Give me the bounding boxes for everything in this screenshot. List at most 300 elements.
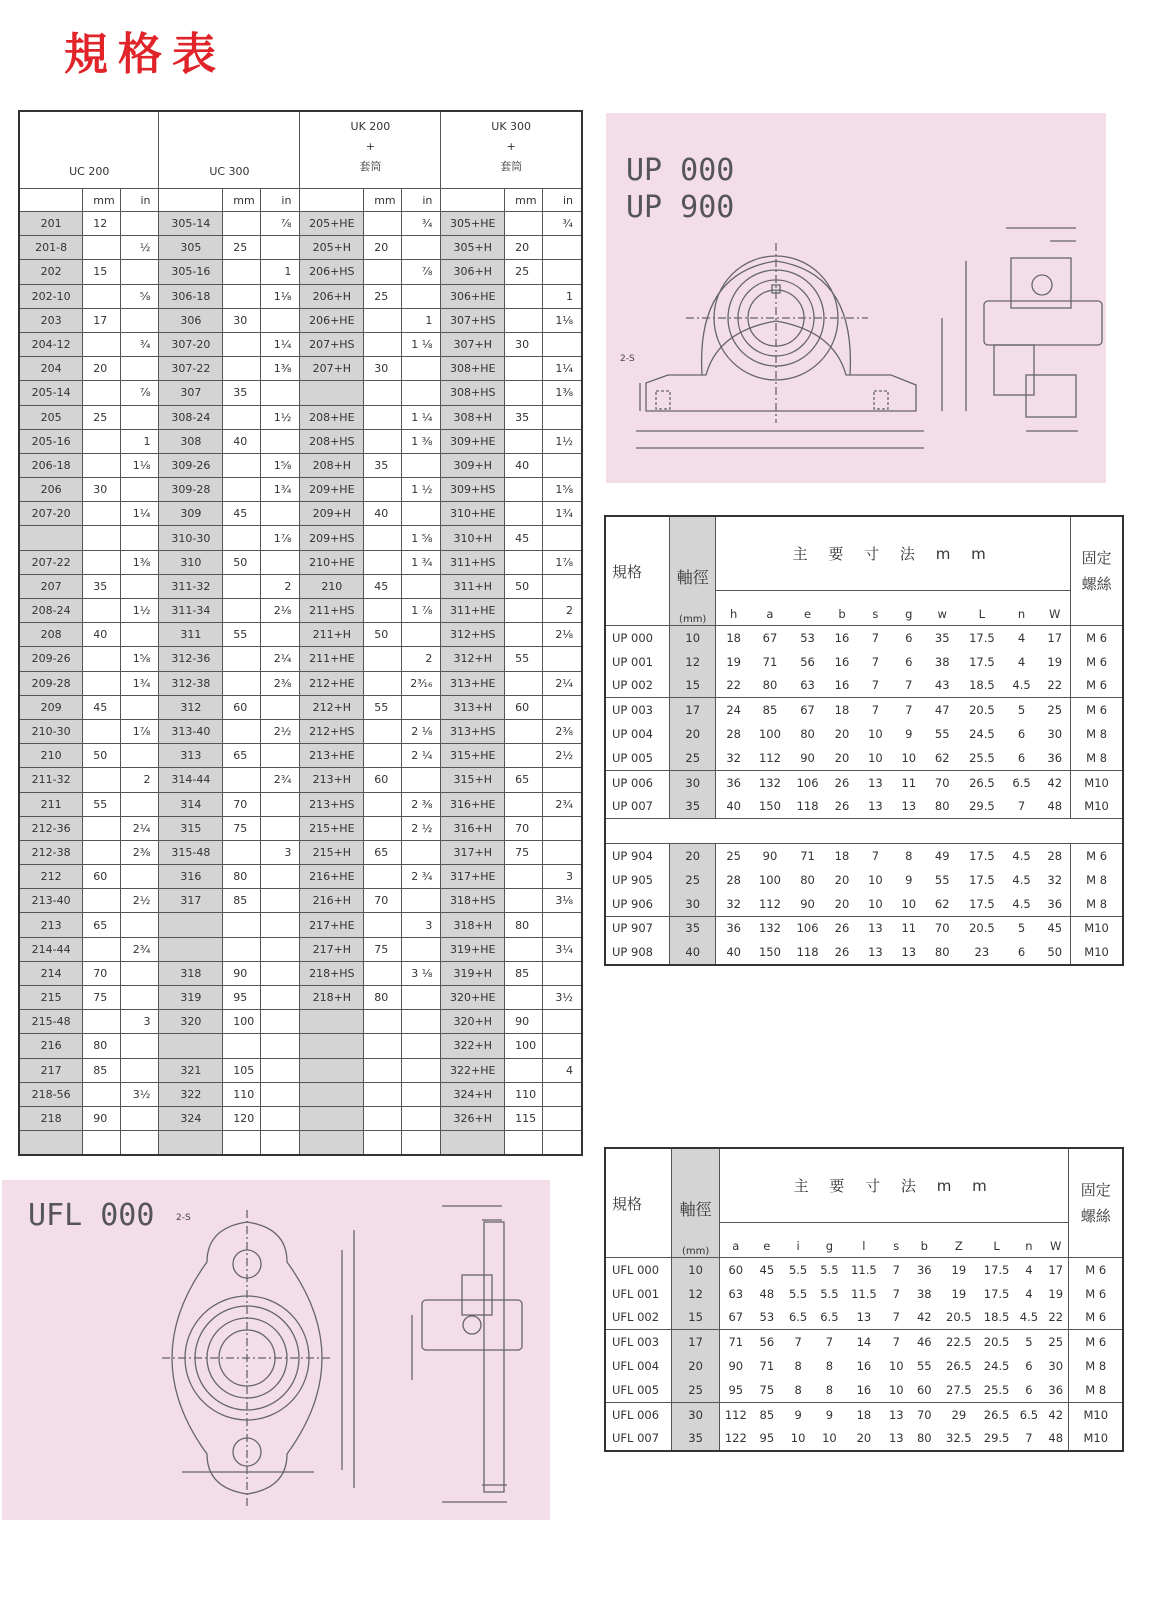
up_table-cell: 28 — [716, 722, 752, 746]
spec-cell — [543, 1034, 582, 1058]
up_table-cell: 12 — [670, 650, 716, 674]
spec-cell: 212-38 — [19, 840, 83, 864]
ufl_table-cell: 71 — [719, 1330, 751, 1354]
spec-cell: 313+HE — [441, 671, 505, 695]
spec-cell: 2 ⅜ — [402, 792, 441, 816]
ufl_table-cell: 12 — [672, 1282, 719, 1306]
ufl_table-row — [605, 1402, 1123, 1426]
spec-cell: 209+HE — [300, 478, 364, 502]
spec-cell — [159, 1034, 223, 1058]
spec-cell — [223, 913, 261, 937]
spec-cell: 207+HS — [300, 332, 364, 356]
spec-cell: 25 — [223, 236, 261, 260]
ufl_table-col-header: b — [920, 1239, 928, 1253]
ufl_table-cell: UFL 000 — [605, 1258, 672, 1282]
up_table-cell: 25 — [670, 746, 716, 770]
spec-cell: 217 — [19, 1058, 83, 1082]
spec-cell — [261, 1058, 300, 1082]
spec-cell — [83, 332, 121, 356]
spec-cell — [121, 744, 159, 768]
spec-cell — [83, 647, 121, 671]
up_table-cell: 24.5 — [969, 727, 995, 742]
spec-cell — [505, 599, 543, 623]
spec-cell — [121, 986, 159, 1010]
spec-cell — [505, 1058, 543, 1082]
up_table-cell: 80 — [934, 945, 950, 960]
spec-cell — [402, 357, 441, 381]
spec-cell: 208+H — [300, 453, 364, 477]
spec-cell: 12 — [83, 212, 121, 236]
spec-cell — [121, 212, 159, 236]
up_table-cell: 13 — [901, 945, 917, 960]
header-uk300-line2: + — [506, 140, 516, 153]
up_table-cell: 9 — [905, 872, 913, 887]
up_table-cell: 16 — [826, 626, 857, 650]
spec-cell: 207-22 — [19, 550, 83, 574]
spec-cell: 204-12 — [19, 332, 83, 356]
up_table-cell: UP 905 — [612, 872, 653, 887]
ufl_table-cell: 60 — [719, 1258, 751, 1282]
spec-cell: 324 — [159, 1106, 223, 1130]
spec-cell: 203 — [19, 308, 83, 332]
up_table-cell: M 8 — [1071, 746, 1123, 770]
spec-cell: 317+HE — [441, 865, 505, 889]
up_table-cell: 16 — [834, 654, 850, 669]
spec-cell — [505, 502, 543, 526]
spec-cell — [364, 865, 402, 889]
up_table-cell: M 6 — [1071, 698, 1123, 722]
ufl_table-cell: 19 — [939, 1258, 978, 1282]
spec-cell — [402, 889, 441, 913]
up_table-row — [605, 795, 1123, 819]
spec-cell: ¾ — [543, 212, 582, 236]
spec-cell: 1¼ — [261, 332, 300, 356]
up_table-row — [605, 650, 1123, 674]
up_table-cell: 19 — [716, 650, 752, 674]
header-uk200-line1: UK 200 — [350, 120, 391, 133]
spec-table-row — [19, 429, 582, 453]
unit-in: in — [121, 189, 159, 212]
spec-table-row — [19, 212, 582, 236]
ufl_table-cell: 10 — [822, 1431, 837, 1446]
spec-cell: 75 — [505, 840, 543, 864]
spec-cell — [83, 768, 121, 792]
spec-cell — [223, 937, 261, 961]
up_table-cell: UP 000 — [605, 626, 670, 650]
spec-cell: 212-36 — [19, 816, 83, 840]
spec-cell: 214-44 — [19, 937, 83, 961]
spec-cell: 3½ — [121, 1082, 159, 1106]
spec-cell — [261, 1106, 300, 1130]
spec-cell — [543, 695, 582, 719]
spec-cell: 1 — [121, 429, 159, 453]
up_table-cell: 18.5 — [969, 678, 995, 693]
spec-cell: 1¾ — [543, 502, 582, 526]
spec-cell: 40 — [505, 453, 543, 477]
up_table-group-gap — [605, 819, 1123, 844]
spec-cell: 2¾ — [261, 768, 300, 792]
spec-cell — [261, 744, 300, 768]
spec-cell — [402, 840, 441, 864]
ufl_table-cell: 17 — [672, 1330, 719, 1354]
spec-cell: 90 — [505, 1010, 543, 1034]
spec-cell — [543, 526, 582, 550]
ufl-flange-drawing — [2, 1180, 550, 1520]
spec-cell — [505, 986, 543, 1010]
spec-cell: 60 — [83, 865, 121, 889]
spec-cell: 20 — [364, 236, 402, 260]
spec-cell — [261, 792, 300, 816]
up_table-cell: 7 — [893, 698, 924, 722]
ufl_table-cell: 19 — [1048, 1286, 1064, 1301]
ufl_table-cell: M 6 — [1069, 1330, 1123, 1354]
spec-cell: 25 — [83, 405, 121, 429]
spec-cell — [402, 453, 441, 477]
ufl_table-col-header: g — [825, 1239, 834, 1253]
spec-cell — [159, 937, 223, 961]
up_table-cell: 9 — [905, 727, 913, 742]
ufl_table-cell: M 8 — [1069, 1354, 1123, 1378]
ufl_table-cell: 45 — [752, 1258, 782, 1282]
ufl-shaft-label: 軸徑 — [679, 1200, 712, 1219]
up_table-cell: 4.5 — [1012, 872, 1031, 887]
spec-cell: 313-40 — [159, 719, 223, 743]
ufl_table-cell: 90 — [719, 1354, 751, 1378]
up_table-col-header: s — [872, 607, 879, 621]
ufl_table-cell: 7 — [883, 1330, 909, 1354]
spec-cell — [364, 332, 402, 356]
up_table-cell: 112 — [758, 896, 781, 911]
spec-cell — [364, 1058, 402, 1082]
ufl_table-col-header: e — [763, 1239, 771, 1253]
ufl_table-cell: 67 — [719, 1306, 751, 1330]
up_table-row — [605, 626, 1123, 650]
spec-cell: 55 — [83, 792, 121, 816]
up_table-cell: 47 — [924, 698, 960, 722]
ufl_table-col-header: l — [862, 1239, 866, 1253]
ufl_table-cell: 7 — [892, 1286, 900, 1301]
spec-cell — [300, 1034, 364, 1058]
ufl_table-cell: M10 — [1069, 1402, 1123, 1426]
ufl_table-cell: 42 — [1043, 1402, 1069, 1426]
ufl_table-cell: 4 — [1025, 1286, 1033, 1301]
ufl-shaft-unit: (mm) — [681, 1246, 710, 1257]
spec-cell — [543, 913, 582, 937]
spec-cell — [223, 405, 261, 429]
up_table-col-header: w — [937, 607, 947, 621]
spec-cell — [402, 574, 441, 598]
up_table-cell: 26 — [834, 799, 850, 814]
spec-table-row — [19, 816, 582, 840]
ufl_table-row — [605, 1354, 1123, 1378]
spec-cell — [261, 429, 300, 453]
ufl_table-cell: 27.5 — [946, 1382, 972, 1397]
ufl_table-col-header: W — [1050, 1239, 1062, 1253]
spec-cell — [543, 768, 582, 792]
spec-cell: 2¾ — [121, 937, 159, 961]
up_table-cell: M 6 — [1071, 674, 1123, 698]
ufl_table-cell: 71 — [759, 1359, 775, 1374]
spec-cell — [83, 840, 121, 864]
up_table-cell: 7 — [1017, 799, 1026, 814]
ufl_table-cell: 32.5 — [946, 1431, 972, 1446]
spec-cell: 310+H — [441, 526, 505, 550]
spec-cell: 209+HS — [300, 526, 364, 550]
spec-cell: 215+HE — [300, 816, 364, 840]
spec-cell: 306+H — [441, 260, 505, 284]
spec-cell: 208+HE — [300, 405, 364, 429]
up_table-cell: 67 — [789, 698, 827, 722]
ufl_table-cell: 25.5 — [983, 1382, 1010, 1397]
spec-cell — [402, 1034, 441, 1058]
up_table-cell: 16 — [834, 678, 850, 693]
spec-cell: 210-30 — [19, 719, 83, 743]
spec-cell — [300, 1058, 364, 1082]
spec-cell: 55 — [505, 647, 543, 671]
ufl_table-cell: 10 — [672, 1258, 719, 1282]
up_table-cell: 25 — [1039, 698, 1070, 722]
spec-cell: 2⅜ — [543, 719, 582, 743]
spec-cell: 211+HS — [300, 599, 364, 623]
up_table-cell: 132 — [751, 770, 789, 794]
up_table-cell: 7 — [858, 626, 894, 650]
spec-cell: 35 — [364, 453, 402, 477]
spec-cell — [402, 1058, 441, 1082]
spec-table-row — [19, 744, 582, 768]
up_table-cell: UP 004 — [612, 727, 653, 742]
ufl_table-cell: 95 — [719, 1378, 751, 1402]
spec-cell: 70 — [505, 816, 543, 840]
spec-cell — [505, 308, 543, 332]
spec-cell — [364, 1010, 402, 1034]
spec-cell: 2³⁄₁₆ — [402, 671, 441, 695]
spec-cell: 65 — [223, 744, 261, 768]
ufl_table-col-header: a — [719, 1223, 751, 1258]
spec-cell: ⅞ — [261, 212, 300, 236]
spec-cell: 314-44 — [159, 768, 223, 792]
spec-cell: 1⅜ — [261, 357, 300, 381]
up_table-cell: 28 — [1039, 844, 1070, 868]
spec-cell — [223, 332, 261, 356]
up_table-cell: 56 — [800, 654, 815, 669]
spec-cell — [364, 961, 402, 985]
spec-cell: ⅞ — [402, 260, 441, 284]
up_table-col-header: n — [1017, 607, 1026, 621]
spec-cell: 110 — [505, 1082, 543, 1106]
spec-table-row — [19, 284, 582, 308]
spec-cell — [441, 1131, 505, 1156]
spec-cell: 50 — [83, 744, 121, 768]
ufl_table-cell: 56 — [752, 1330, 782, 1354]
spec-cell: 115 — [505, 1106, 543, 1130]
ufl_table-cell: 8 — [825, 1382, 834, 1397]
up_table-cell: 49 — [924, 844, 960, 868]
up_table-cell: 118 — [796, 945, 819, 960]
up_table-col-header: h — [716, 591, 752, 626]
ufl-main-dim-header: 主 要 寸 法 m m — [719, 1148, 1069, 1223]
spec-cell: 45 — [83, 695, 121, 719]
up_table-cell: 80 — [762, 678, 778, 693]
spec-cell: 213+HS — [300, 792, 364, 816]
spec-cell — [261, 937, 300, 961]
up_table-cell: 20 — [834, 750, 850, 765]
up_table-cell: 40 — [716, 940, 752, 965]
up_table-cell: UP 001 — [612, 654, 653, 669]
up_table-cell: 6 — [905, 654, 913, 669]
spec-cell — [402, 1010, 441, 1034]
up-spec-header: 規格 — [612, 562, 643, 581]
ufl_table-cell: 46 — [909, 1330, 939, 1354]
spec-cell: 212 — [19, 865, 83, 889]
spec-cell: 1½ — [261, 405, 300, 429]
spec-cell: 308+HE — [441, 357, 505, 381]
up_table-row — [605, 916, 1123, 940]
up_table-cell: 18 — [826, 844, 857, 868]
spec-cell: 3 — [402, 913, 441, 937]
spec-cell: 208+HS — [300, 429, 364, 453]
up_table-col-header: e — [804, 607, 812, 621]
spec-cell — [83, 550, 121, 574]
spec-cell — [83, 381, 121, 405]
up_table-cell: UP 005 — [612, 750, 653, 765]
spec-cell: 320+H — [441, 1010, 505, 1034]
ufl_table-cell: 85 — [752, 1402, 782, 1426]
up_table-cell: 80 — [800, 727, 815, 742]
ufl_table-row — [605, 1378, 1123, 1402]
up_table-cell: M10 — [1071, 940, 1123, 965]
ufl_table-cell: 6.5 — [820, 1310, 839, 1325]
ufl_table-cell: 13 — [883, 1402, 909, 1426]
ufl_table-cell: 13 — [856, 1310, 872, 1325]
spec-cell: 3 — [261, 840, 300, 864]
up_table-cell: 13 — [868, 799, 883, 814]
spec-cell: 310-30 — [159, 526, 223, 550]
up_table-cell: 10 — [868, 872, 883, 887]
spec-cell: 311-34 — [159, 599, 223, 623]
spec-cell: 201-8 — [19, 236, 83, 260]
spec-cell: 55 — [364, 695, 402, 719]
spec-cell: 30 — [505, 332, 543, 356]
up_table-cell: 10 — [868, 750, 883, 765]
spec-cell: 312-36 — [159, 647, 223, 671]
spec-cell: 30 — [83, 478, 121, 502]
spec-cell: 321 — [159, 1058, 223, 1082]
spec-cell: 201 — [19, 212, 83, 236]
spec-cell: 310 — [159, 550, 223, 574]
up_table-cell: 20 — [670, 722, 716, 746]
spec-cell — [83, 236, 121, 260]
ufl_table-cell: 11.5 — [844, 1258, 883, 1282]
up_table-cell: 48 — [1047, 799, 1063, 814]
spec-cell: 1 ⅞ — [402, 599, 441, 623]
up_table-cell: M 6 — [1071, 844, 1123, 868]
up_table-cell: 10 — [901, 750, 917, 765]
spec-cell — [261, 1010, 300, 1034]
ufl_table-row — [605, 1282, 1123, 1306]
spec-cell: 319+HE — [441, 937, 505, 961]
ufl_table-cell: 80 — [916, 1431, 932, 1446]
spec-cell — [121, 792, 159, 816]
up_table-cell: 150 — [758, 945, 781, 960]
spec-cell — [402, 695, 441, 719]
up_table-cell: 23 — [974, 945, 990, 960]
spec-cell: ½ — [121, 236, 159, 260]
spec-cell: 305-14 — [159, 212, 223, 236]
ufl_table-cell: 19 — [951, 1286, 967, 1301]
ufl_table-col-header: Z — [954, 1239, 963, 1253]
spec-cell: 75 — [223, 816, 261, 840]
up-drawing-panel — [606, 113, 1106, 483]
spec-cell — [543, 332, 582, 356]
spec-cell — [402, 236, 441, 260]
spec-cell: 2⅛ — [261, 599, 300, 623]
spec-cell — [83, 1010, 121, 1034]
up_table-cell: 63 — [800, 678, 815, 693]
spec-cell — [121, 574, 159, 598]
spec-cell — [121, 695, 159, 719]
spec-table-row — [19, 381, 582, 405]
spec-cell: 1⅝ — [543, 478, 582, 502]
ufl_table-cell: 7 — [1025, 1431, 1033, 1446]
up_table-cell: 7 — [858, 844, 894, 868]
up_table-cell: 150 — [758, 799, 781, 814]
up_table-cell: 26 — [834, 945, 850, 960]
ufl_table-cell: 8 — [825, 1359, 834, 1374]
spec-cell — [83, 429, 121, 453]
spec-cell — [402, 623, 441, 647]
header-uc200: UC 200 — [19, 111, 159, 189]
page-title: 規格表 — [64, 29, 226, 80]
spec-cell: 213+H — [300, 768, 364, 792]
spec-cell: 1 ½ — [402, 478, 441, 502]
spec-cell — [543, 574, 582, 598]
up_table-cell: 7 — [905, 678, 913, 693]
spec-cell: 1⅞ — [121, 719, 159, 743]
spec-cell: 317+H — [441, 840, 505, 864]
up_table-cell: 35 — [670, 795, 716, 819]
spec-cell — [402, 937, 441, 961]
spec-cell: 3 ⅛ — [402, 961, 441, 985]
up_table-cell: UP 907 — [605, 916, 670, 940]
spec-cell: 120 — [223, 1106, 261, 1130]
spec-cell: 206-18 — [19, 453, 83, 477]
up_table-cell: 106 — [789, 916, 827, 940]
spec-cell: 218+HS — [300, 961, 364, 985]
spec-cell: ⅞ — [121, 381, 159, 405]
up_table-cell: 13 — [858, 916, 894, 940]
ufl-bolt-label-2: 螺絲 — [1080, 1207, 1111, 1225]
up_table-cell: 70 — [924, 770, 960, 794]
spec-cell: 214 — [19, 961, 83, 985]
spec-cell: 65 — [364, 840, 402, 864]
up_table-col-header: g — [905, 607, 913, 621]
ufl_table-cell: 48 — [1048, 1431, 1064, 1446]
spec-cell: 316+H — [441, 816, 505, 840]
header-uc300: UC 300 — [159, 111, 300, 189]
spec-cell — [159, 1131, 223, 1156]
spec-cell — [364, 308, 402, 332]
spec-cell — [505, 212, 543, 236]
up_table-cell: 8 — [893, 844, 924, 868]
spec-cell — [121, 260, 159, 284]
ufl_table-cell: UFL 002 — [612, 1310, 660, 1325]
spec-cell: 3⅛ — [543, 889, 582, 913]
spec-cell — [223, 768, 261, 792]
ufl_table-cell: 38 — [916, 1286, 932, 1301]
spec-cell — [364, 212, 402, 236]
up_table-cell: 62 — [934, 750, 950, 765]
spec-cell: 40 — [223, 429, 261, 453]
